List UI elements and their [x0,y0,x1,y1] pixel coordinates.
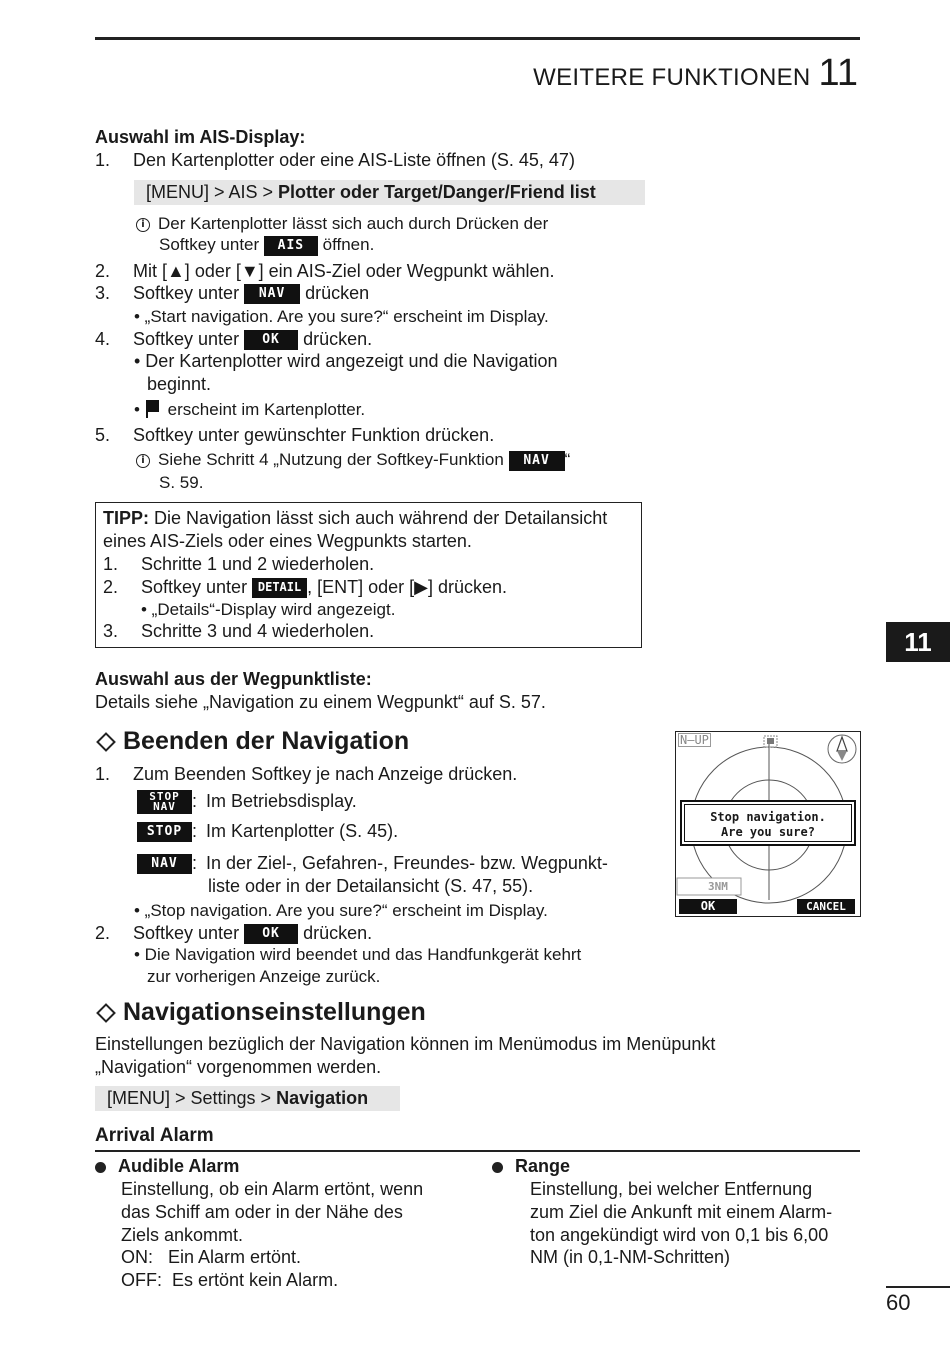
step-number: 4. [95,329,111,349]
ais-note-2 [136,450,570,471]
confirm-dialog [680,800,856,846]
end-nav-step-2-bullet: • Die Navigation wird beendet und das Handfunkgerät kehrt [134,945,582,964]
step-number: 1. [103,554,119,574]
audible-alarm-line-2: das Schiff am oder in der Nähe des [121,1202,403,1222]
page-number-rule [886,1286,950,1288]
tip-step-3 [103,621,374,642]
step-number: 2. [95,261,111,281]
audible-alarm-off: OFF: Es ertönt kein Alarm. [121,1270,339,1290]
step-text-post: drücken. [298,329,373,349]
step-number: 5. [95,425,111,445]
ais-step-4-bullet-2: • erscheint im Kartenplotter. [134,400,366,419]
bullet-icon [492,1162,503,1173]
step-text-post: drücken [300,283,370,303]
end-nav-option-2: STOP : Im Kartenplotter (S. 45). [137,821,398,842]
detail-softkey: DETAIL [252,578,307,598]
nav-settings-line-2: „Navigation“ vorgenommen werden. [95,1057,382,1077]
ais-softkey: AIS [264,236,318,256]
tip-step-2 [103,577,507,598]
bullet-text: erscheint im Kartenplotter. [162,400,366,419]
step-text: Schritte 1 und 2 wiederholen. [141,554,375,574]
ais-note-1 [136,214,548,234]
menu-path-prefix: [MENU] > AIS > [146,182,279,202]
end-nav-step-2-bullet-line-2: zur vorherigen Anzeige zurück. [147,967,381,986]
audible-alarm-on: ON: Ein Alarm ertönt. [121,1247,302,1267]
note-post: “ [564,450,571,469]
tip-label: TIPP: [103,508,150,528]
chapter-title: WEITERE FUNKTIONEN [533,64,811,91]
ais-step-4 [95,329,372,350]
info-icon: i [136,454,150,468]
step-number: 1. [95,150,111,170]
diamond-icon [96,732,116,752]
menu-path-bold: Plotter oder Target/Danger/Friend list [278,182,596,202]
chapter-side-tab: 11 [886,622,950,662]
section-title: Beenden der Navigation [123,727,410,755]
dialog-line-2: Are you sure? [721,825,815,839]
step-text: Schritte 3 und 4 wiederholen. [141,621,375,641]
step-text-pre: Softkey unter [141,577,253,597]
page-number: 60 [886,1290,911,1315]
nav-softkey: NAV [509,451,565,471]
nav-settings-heading [95,998,426,1027]
nav-settings-menu-path [95,1086,400,1111]
step-text-pre: Softkey unter [133,283,245,303]
stop-nav-softkey: STOP NAV [137,790,192,814]
diamond-icon [96,1003,116,1023]
ais-note-2-line-2: S. 59. [159,473,204,492]
step-number: 3. [103,621,119,641]
option-text: Im Kartenplotter (S. 45). [206,821,399,841]
ais-note-1-line-2 [159,235,374,256]
step-text: Zum Beenden Softkey je nach Anzeige drücken. [133,764,518,784]
tip-step-2-bullet: • „Details“-Display wird angezeigt. [141,600,396,619]
chapter-header [533,52,858,95]
step-text-pre: Softkey unter [133,329,245,349]
screen-cancel-softkey: CANCEL [797,899,855,914]
end-nav-option-1: STOP NAV : Im Betriebsdisplay. [137,790,357,814]
chapter-number: 11 [818,52,858,94]
tip-step-1 [103,554,374,575]
step-text-pre: Softkey unter [133,923,245,943]
ais-step-3-bullet: • „Start navigation. Are you sure?“ erscheint im Display. [134,307,549,326]
step-text-post: drücken. [298,923,373,943]
bullet-icon [95,1162,106,1173]
ais-step-2 [95,261,555,282]
option-text: Im Betriebsdisplay. [206,790,357,811]
flag-icon [146,400,159,412]
ais-step-3 [95,283,369,304]
dialog-line-1: Stop navigation. [710,810,826,824]
range-line-4: NM (in 0,1-NM-Schritten) [530,1247,731,1267]
north-up-label: N–UP [680,733,709,747]
end-nav-step-2 [95,923,372,944]
info-icon: i [136,218,150,232]
arrival-alarm-heading: Arrival Alarm [95,1125,214,1146]
note-pre: Siehe Schritt 4 „Nutzung der Softkey-Funktion [158,450,509,469]
nav-settings-line-1: Einstellungen bezüglich der Navigation können im Menümodus im Menüpunkt [95,1034,716,1054]
ok-softkey: OK [244,330,298,350]
range-line-1: Einstellung, bei welcher Entfernung [530,1179,813,1199]
step-text: Softkey unter gewünschter Funktion drücken. [133,425,495,445]
range-line-3: ton angekündigt wird von 0,1 bis 6,00 [530,1225,829,1245]
nav-softkey: NAV [244,284,300,304]
section-title: Navigationseinstellungen [123,998,426,1026]
note-line-2-post: öffnen. [317,235,375,254]
option-text: In der Ziel-, Gefahren-, Freundes- bzw. Wegpunkt- [206,853,608,873]
end-nav-step-1 [95,764,517,785]
ais-step-4-bullet-1: • Der Kartenplotter wird angezeigt und die Navigation [134,351,558,371]
waypoint-list-text: Details siehe „Navigation zu einem Wegpunkt“ auf S. 57. [95,692,546,712]
note-line-2-pre: Softkey unter [159,235,264,254]
step-text-post: , [ENT] oder [▶] drücken. [307,577,507,597]
end-nav-heading [95,727,409,756]
tip-line-2: eines AIS-Ziels oder eines Wegpunkts starten. [103,531,472,551]
range-label: 3NM [708,880,728,893]
step-text: Mit [▲] oder [▼] ein AIS-Ziel oder Wegpunkt wählen. [133,261,555,281]
step-number: 3. [95,283,111,303]
menu-path-bold: Navigation [276,1088,369,1108]
menu-path-prefix: [MENU] > Settings > [107,1088,277,1108]
end-nav-bullet: • „Stop navigation. Are you sure?“ erscheint im Display. [134,901,548,920]
step-number: 1. [95,764,111,784]
screen-ok-softkey: OK [679,899,737,914]
ais-menu-path [134,180,645,205]
ais-step-5 [95,425,494,446]
step-number: 2. [103,577,119,597]
audible-alarm-line-1: Einstellung, ob ein Alarm ertönt, wenn [121,1179,424,1199]
tip-text: Die Navigation lässt sich auch während der Detailansicht [149,508,608,528]
range-title: Range [492,1156,570,1177]
ais-step-4-bullet-1-line-2: beginnt. [147,374,212,394]
audible-alarm-line-3: Ziels ankommt. [121,1225,244,1245]
step-number: 2. [95,923,111,943]
device-screen [675,731,861,917]
ok-softkey: OK [244,924,298,944]
stop-softkey: STOP [137,822,192,842]
nav-softkey: NAV [137,854,192,874]
arrival-alarm-rule [95,1150,860,1152]
ais-step-1 [95,150,575,171]
waypoint-list-heading: Auswahl aus der Wegpunktliste: [95,669,372,689]
end-nav-option-3-line-2: liste oder in der Detailansicht (S. 47, 55). [208,876,534,896]
note-line-1: Der Kartenplotter lässt sich auch durch Drücken der [158,214,549,233]
audible-alarm-title: Audible Alarm [95,1156,239,1177]
ais-selection-heading: Auswahl im AIS-Display: [95,127,306,147]
range-line-2: zum Ziel die Ankunft mit einem Alarm- [530,1202,833,1222]
header-rule [95,37,860,40]
step-text: Den Kartenplotter oder eine AIS-Liste öffnen (S. 45, 47) [133,150,575,170]
tip-line-1 [103,508,607,529]
end-nav-option-3: NAV : In der Ziel-, Gefahren-, Freundes- bzw. Wegpunkt- [137,853,608,874]
